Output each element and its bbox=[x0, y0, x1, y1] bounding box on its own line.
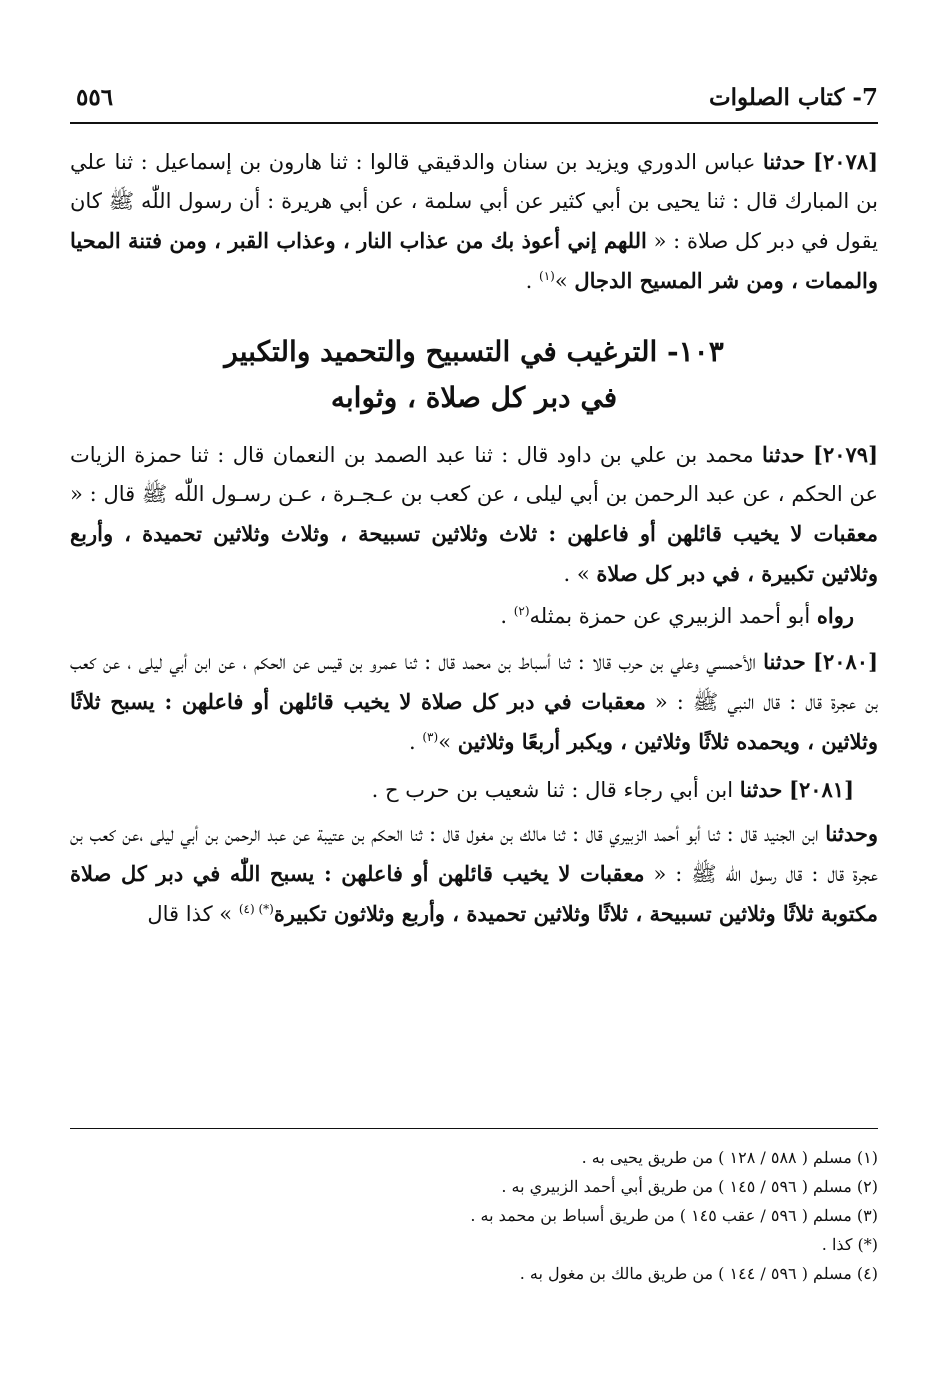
haddathana-label: حدثنا bbox=[763, 649, 806, 674]
page-header bbox=[70, 78, 878, 124]
footnote-item: (٣) مسلم ( ٥٩٦ / عقب ١٤٥ ) من طريق أسباط بن محمد به . bbox=[470, 1206, 878, 1225]
footnote-ref[interactable]: (٢) bbox=[513, 604, 530, 618]
sentence-end: » كذا قال bbox=[147, 902, 239, 926]
hadith-number: [٢٠٨١] bbox=[789, 777, 854, 802]
haddathana-label: حدثنا bbox=[762, 149, 806, 174]
running-chapter-title: 7- كتاب الصلوات bbox=[708, 84, 878, 111]
riwaya-note bbox=[70, 596, 878, 636]
isnad-text: الأحمسي وعلي بن حرب قالا : ثنا أسباط بن محمد قال : ثنا عمرو بن قيس عن الحكم ، عن ابن أبي ليلى ، عن كعب بن عجرة قال : قال النبي ﷺ : « bbox=[70, 650, 878, 714]
haddathana-label: حدثنا bbox=[739, 777, 783, 802]
chapter-heading-line2: في دبر كل صلاة ، وثوابه bbox=[330, 381, 618, 414]
matn-text: معقبات لا يخيب قائلهن أو فاعلهن : ثلاث وثلاثين تسبيحة ، وثلاث وثلاثين تحميدة ، وأربع وثلاثين تكبيرة ، في دبر كل صلاة bbox=[70, 521, 878, 586]
chapter-heading-line1: ١٠٣- الترغيب في التسبيح والتحميد والتكبير bbox=[224, 335, 724, 368]
sentence-end: . bbox=[409, 730, 423, 754]
isnad-text: ابن الجنيد قال : ثنا أبو أحمد الزبيري قال : ثنا مالك بن مغول قال : ثنا الحكم بن عتيبة عن عبد الرحمن بن أبي ليلى ،عن كعب بن عجرة قال : قال رسول اللّٰه ﷺ : « bbox=[70, 822, 879, 886]
hadith-number: [٢٠٧٨] bbox=[813, 149, 878, 174]
hadith-2080 bbox=[70, 642, 878, 762]
editor-note-ref[interactable]: (*) bbox=[258, 902, 274, 916]
quote-close: » bbox=[438, 730, 458, 754]
matn-text: معقبات لا يخيب قائلهن أو فاعلهن : يسبح اللّٰه في دبر كل صلاة مكتوبة ثلاثًا وثلاثين تسبيحة ، ثلاثًا وثلاثين تحميدة ، وأربع وثلاثون تكبيرة bbox=[70, 861, 878, 926]
hadith-2081 bbox=[70, 770, 878, 810]
footnote-ref[interactable]: (٣) bbox=[422, 730, 439, 744]
matn-text: معقبات في دبر كل صلاة لا يخيب قائلهن أو فاعلهن : يسبح ثلاثًا وثلاثين ، ويحمده ثلاثًا وثلاثين ، ويكبر أربعًا وثلاثين bbox=[70, 689, 878, 754]
footnotes bbox=[70, 1128, 878, 1288]
isnad-text: محمد بن علي بن داود قال : ثنا عبد الصمد بن النعمان قال : ثنا حمزة الزيات عن الحكم ، عن عبد الرحمن بن أبي ليلى ، عن كعب بن عـجـرة ، عـن رسـول اللّٰه ﷺ قال : « bbox=[70, 443, 878, 506]
footnote-ref[interactable]: (١) bbox=[539, 269, 555, 283]
chapter-heading bbox=[70, 329, 878, 421]
sentence-end: . bbox=[500, 604, 514, 628]
hadith-number: [٢٠٨٠] bbox=[813, 649, 878, 674]
haddathana-label: حدثنا bbox=[762, 442, 805, 467]
sentence-end: » . bbox=[563, 562, 597, 586]
matn-text: اللهم إني أعوذ بك من عذاب النار ، وعذاب القبر ، ومن فتنة المحيا والممات ، ومن شر المسيح الدجال bbox=[70, 228, 878, 293]
footnote-item: (٢) مسلم ( ٥٩٦ / ١٤٥ ) من طريق أبي أحمد الزبيري به . bbox=[501, 1177, 878, 1196]
footnote-item: (*) كذا . bbox=[821, 1235, 878, 1254]
wa-haddathana-label: وحدثنا bbox=[825, 821, 878, 846]
quote-close: » bbox=[554, 269, 575, 293]
book-page bbox=[70, 78, 878, 934]
sentence-end: . bbox=[525, 269, 540, 293]
page-number: ٥٥٦ bbox=[76, 84, 114, 111]
footnote-item: (٤) مسلم ( ٥٩٦ / ١٤٤ ) من طريق مالك بن مغول به . bbox=[519, 1264, 878, 1283]
isnad-text: ابن أبي رجاء قال : ثنا شعيب بن حرب ح . bbox=[371, 778, 740, 802]
footnote-item: (١) مسلم ( ٥٨٨ / ١٢٨ ) من طريق يحيى به . bbox=[581, 1148, 878, 1167]
rawah-label: رواه bbox=[816, 603, 854, 628]
hadith-number: [٢٠٧٩] bbox=[813, 442, 878, 467]
hadith-2081-second-chain bbox=[70, 814, 878, 934]
isnad-text: عباس الدوري ويزيد بن سنان والدقيقي قالوا : ثنا هارون بن إسماعيل : ثنا علي بن المبارك قال : ثنا يحيى بن أبي كثير عن أبي سلمة ، عن أبي هريرة : أن رسول اللّٰه ﷺ كان يقول في دبر كل صلاة : « bbox=[70, 150, 878, 253]
riwaya-text: أبو أحمد الزبيري عن حمزة بمثله bbox=[529, 604, 817, 628]
hadith-2078 bbox=[70, 142, 878, 301]
hadith-2079 bbox=[70, 435, 878, 594]
footnote-ref[interactable]: (٤) bbox=[238, 902, 259, 916]
